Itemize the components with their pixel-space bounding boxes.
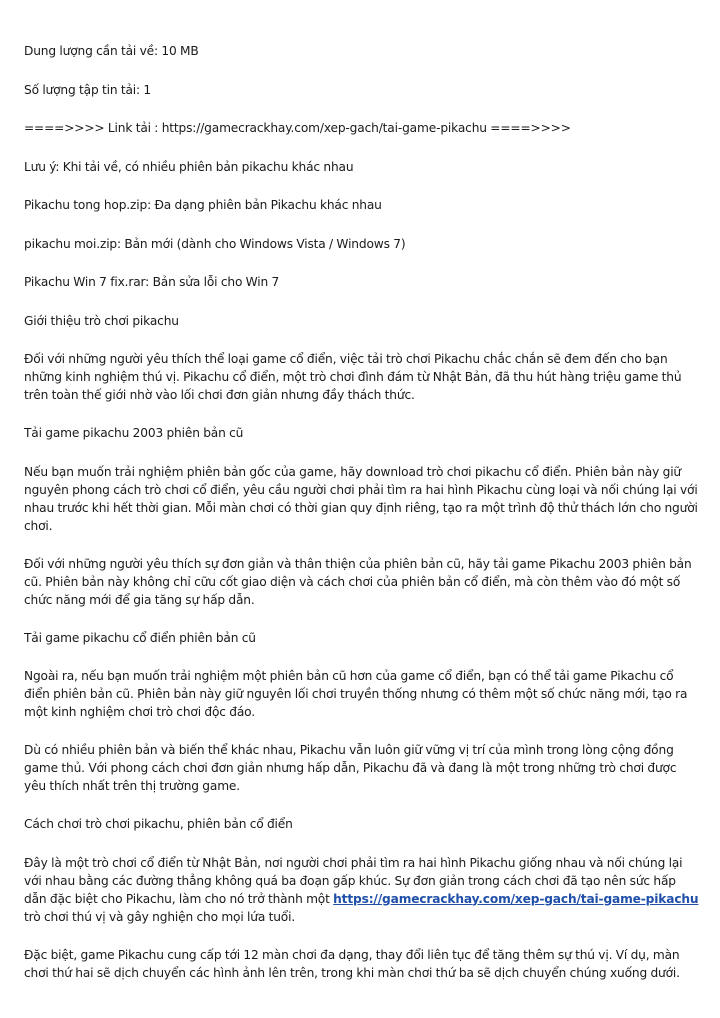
note-text: Lưu ý: Khi tải về, có nhiều phiên bản pikachu khác nhau [24,159,354,174]
variants-paragraph: Dù có nhiều phiên bản và biến thể khác nhau, Pikachu vẫn luôn giữ vững vị trí của mình trong lòng cộng đồng game thủ. Với phong cách chơi đơn giản nhưng hấp dẫn, Pikachu đã và đang là một trong những trò chơi được yêu thích nhất trên thị trường game. [24,743,677,793]
classic-version-paragraph: Ngoài ra, nếu bạn muốn trải nghiệm một phiên bản cũ hơn của game cổ điển, bạn có thể tải game Pikachu cổ điển phiên bản cũ. Phiên bản này giữ nguyên lối chơi truyền thống nhưng có thêm một số chức năng mới, tạo ra một kinh nghiệm chơi trò chơi độc đáo. [24,669,688,719]
howto-text-before: Đây là một trò chơi cổ điển từ Nhật Bản, nơi người chơi phải tìm ra hai hình Pikachu giống nhau và nối chúng lại với nhau bằng các đường thẳng không quá ba đoạn gấp khúc. Sự đơn giản trong cách chơi đã tạo nên sức hấp dẫn đặc biệt cho Pikachu, làm cho nó trở thành một [24,855,683,906]
howto-text-after: trò chơi thú vị và gây nghiện cho mọi lứa tuổi. [24,909,296,924]
file-count-text: Số lượng tập tin tải: 1 [24,82,152,97]
old-version-paragraph: Đối với những người yêu thích sự đơn giản và thân thiện của phiên bản cũ, hãy tải game Pikachu 2003 phiên bản cũ. Phiên bản này không chỉ cữu cốt giao diện và cách chơi của phiên bản cổ điển, mà còn thêm vào đó một số chức năng mới để gia tăng sự hấp dẫn. [24,556,692,607]
original-version-paragraph: Nếu bạn muốn trải nghiệm phiên bản gốc của game, hãy download trò chơi pikachu cổ điển. Phiên bản này giữ nguyên phong cách trò chơi cổ điển, yêu cầu người chơi phải tìm ra hai hình Pikachu cùng loại và nối chúng lại với nhau trước khi hết thời gian. Mỗi màn chơi có thời gian quy định riêng, tạo ra một trình độ thử thách lớn cho người chơi. [24,464,698,533]
file-entry-moi: pikachu moi.zip: Bản mới (dành cho Windows Vista / Windows 7) [24,236,406,251]
section-heading-howto: Cách chơi trò chơi pikachu, phiên bản cổ điển [24,817,293,831]
document-body [24,42,700,1002]
section-heading-intro: Giới thiệu trò chơi pikachu [24,313,179,328]
section-heading-2003: Tải game pikachu 2003 phiên bản cũ [24,426,244,440]
section-heading-classic: Tải game pikachu cổ điển phiên bản cũ [24,630,256,645]
intro-paragraph: Đối với những người yêu thích thể loại game cổ điển, việc tải trò chơi Pikachu chắc chắn sẽ đem đến cho bạn những kinh nghiệm thú vị. Pikachu cổ điển, một trò chơi đình đám từ Nhật Bản, đã thu hút hàng triệu game thủ trên toàn thế giới nhờ vào lối chơi đơn giản nhưng đầy thách thức. [24,352,682,402]
file-entry-tonghop: Pikachu tong hop.zip: Đa dạng phiên bản Pikachu khác nhau [24,198,382,212]
game-link[interactable]: https://gamecrackhay.com/xep-gach/tai-game-pikachu [333,891,699,906]
howto-paragraph [24,854,700,926]
download-link-line: ====>>>> Link tải : https://gamecrackhay.com/xep-gach/tai-game-pikachu ====>>>> [24,121,571,135]
file-entry-win7-fix: Pikachu Win 7 fix.rar: Bản sửa lỗi cho Win 7 [24,275,280,289]
levels-paragraph: Đặc biệt, game Pikachu cung cấp tới 12 màn chơi đa dạng, thay đổi liên tục để tăng thêm sự thú vị. Ví dụ, màn chơi thứ hai sẽ dịch chuyển các hình ảnh lên trên, trong khi màn chơi thứ ba sẽ dịch chuyển chúng xuống dưới. [24,947,680,980]
download-size-text: Dung lượng cần tải về: 10 MB [24,44,199,58]
